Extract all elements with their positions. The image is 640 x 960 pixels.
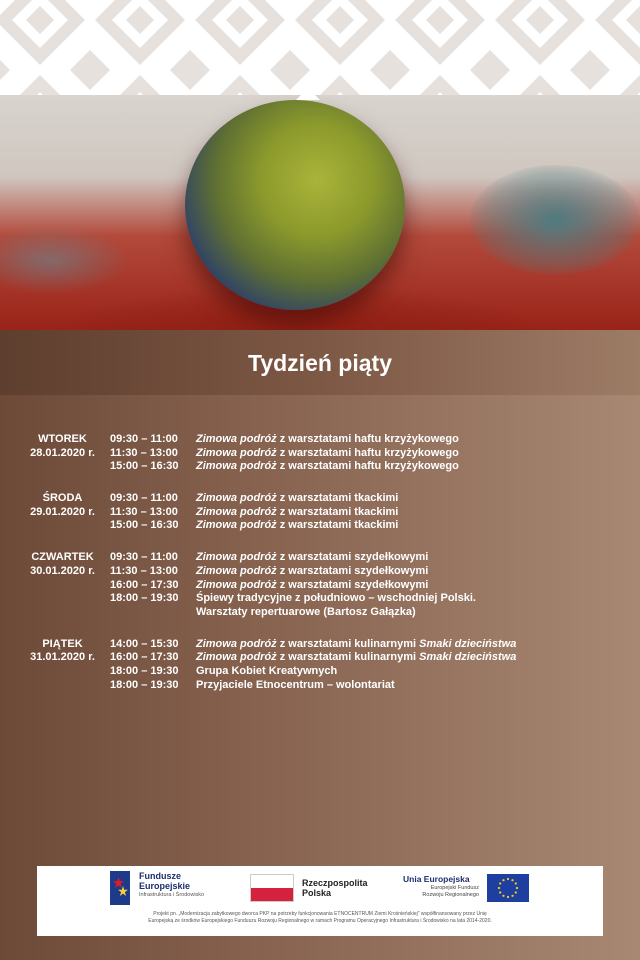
day-date: 30.01.2020 r. [30, 564, 95, 577]
event-description [196, 638, 636, 652]
day-block [0, 492, 640, 533]
event-text: Śpiewy tradycyjne z południowo – wschodniej Polski. [196, 592, 476, 605]
polish-flag-icon [250, 874, 294, 902]
event-description [196, 506, 636, 520]
time-range: 11:30 – 13:00 [110, 564, 178, 577]
day-block [0, 551, 640, 619]
event-text: z warsztatami kulinarnymi [276, 637, 420, 650]
event-title-italic: Zimowa podróż [196, 433, 277, 445]
rp-logo-text [302, 878, 368, 898]
disclaimer-line1: Projekt pn. „Modernizacja zabytkowego dworca PKP na potrzeby funkcjonowania ETNOCENTRUM Ziemi Krośnieńskiej" współfinansowany przez Unię [153, 911, 487, 917]
event-description [196, 679, 636, 693]
schedule-row [0, 679, 640, 693]
eu-star-icon [499, 891, 501, 893]
day-date: 28.01.2020 r. [30, 446, 95, 459]
event-description [196, 565, 636, 579]
eu-star-icon [507, 896, 509, 898]
rp-line2: Polska [302, 888, 332, 898]
day-name: CZWARTEK [31, 551, 94, 564]
event-text: z warsztatami haftu krzyżykowego [276, 460, 459, 473]
ue-title: Unia Europejska [403, 874, 470, 884]
schedule-row [0, 638, 640, 652]
fe-logo-text [139, 871, 190, 891]
eu-star-icon [515, 891, 517, 893]
schedule-row [0, 433, 640, 447]
event-title-italic: Zimowa podróż [196, 578, 277, 591]
event-description [196, 433, 636, 447]
schedule-row [0, 579, 640, 593]
eu-star-icon [502, 895, 504, 897]
eu-star-icon [516, 887, 518, 889]
event-title-italic: Zimowa podróż [196, 460, 277, 473]
day-block [0, 433, 640, 474]
time-range: 15:00 – 16:30 [110, 519, 179, 532]
time-range: 14:00 – 15:30 [110, 637, 179, 650]
event-title-italic: Zimowa podróż [196, 446, 277, 459]
fundusze-europejskie-logo-icon [110, 871, 130, 905]
time-range: 11:30 – 13:00 [110, 446, 178, 459]
page-title: Tydzień piąty [248, 350, 392, 376]
event-text: z warsztatami szydełkowymi [276, 578, 429, 591]
event-subtitle-italic: Smaki dzieciństwa [419, 651, 517, 664]
schedule-row [0, 492, 640, 506]
time-range: 16:00 – 17:30 [110, 578, 179, 591]
title-band [0, 330, 640, 395]
day-name: WTOREK [38, 433, 87, 445]
ue-sub2: Rozwoju Regionalnego [422, 892, 479, 898]
event-description [196, 592, 636, 606]
event-title-italic: Zimowa podróż [196, 637, 277, 650]
ue-subtitle [403, 885, 479, 899]
disclaimer-line2: Europejską ze środków Europejskiego Funduszu Rozwoju Regionalnego w ramach Programu Operacyjnego Infrastruktura i Środowisko na lata 2014-2020. [148, 918, 492, 924]
event-text: z warsztatami tkackimi [276, 519, 399, 532]
schedule-row [0, 606, 640, 620]
photo-background-blob [0, 225, 130, 295]
schedule-row [0, 651, 640, 665]
day-name: PIĄTEK [42, 637, 83, 650]
day-name: ŚRODA [42, 492, 83, 505]
event-title-italic: Zimowa podróż [196, 564, 277, 577]
eu-star-icon [515, 882, 517, 884]
time-range: 16:00 – 17:30 [110, 651, 179, 664]
schedule-row [0, 447, 640, 461]
fe-subtitle: Infrastruktura i Środowisko [139, 892, 205, 898]
event-description [196, 447, 636, 461]
schedule-row [0, 592, 640, 606]
event-description [196, 665, 636, 679]
schedule-row [0, 506, 640, 520]
event-description [196, 651, 636, 665]
fe-line1: Fundusze [139, 871, 181, 881]
fe-line2: Europejskie [139, 881, 191, 891]
felt-ball-photo [0, 95, 640, 330]
eu-flag-icon [487, 874, 529, 902]
funding-disclaimer [57, 911, 583, 925]
pattern-notch [296, 88, 320, 100]
event-description [196, 519, 636, 533]
event-text: z warsztatami kulinarnymi [276, 651, 420, 664]
eu-star-icon [502, 879, 504, 881]
photo-background-teal [470, 165, 640, 275]
event-description [196, 460, 636, 474]
schedule-row [0, 460, 640, 474]
time-range: 09:30 – 11:00 [110, 433, 178, 445]
time-range: 18:00 – 19:30 [110, 678, 179, 691]
eu-star-icon [499, 882, 501, 884]
event-title-italic: Zimowa podróż [196, 519, 277, 532]
event-text: z warsztatami tkackimi [276, 505, 399, 518]
event-description [196, 551, 636, 565]
ue-sub1: Europejski Fundusz [430, 885, 479, 891]
time-range: 09:30 – 11:00 [110, 551, 178, 564]
time-range: 18:00 – 19:30 [110, 592, 179, 605]
event-title-italic: Zimowa podróż [196, 651, 277, 664]
day-block [0, 638, 640, 693]
rp-line1: Rzeczpospolita [302, 878, 368, 888]
event-text: z warsztatami haftu krzyżykowego [276, 446, 459, 459]
time-range: 11:30 – 13:00 [110, 505, 178, 518]
schedule-list [0, 433, 640, 710]
event-title-italic: Zimowa podróż [196, 492, 277, 505]
day-date: 31.01.2020 r. [30, 651, 95, 664]
eu-star-icon [507, 878, 509, 880]
funding-footer [37, 866, 603, 936]
event-title-italic: Zimowa podróż [196, 505, 277, 518]
event-text: z warsztatami tkackimi [276, 492, 399, 505]
day-date: 29.01.2020 r. [30, 505, 95, 518]
time-range: 18:00 – 19:30 [110, 664, 179, 677]
eu-star-icon [511, 879, 513, 881]
felt-ball-image [185, 100, 405, 310]
schedule-row [0, 565, 640, 579]
schedule-row [0, 519, 640, 533]
event-text: z warsztatami szydełkowymi [276, 551, 429, 564]
schedule-row [0, 551, 640, 565]
event-description [196, 579, 636, 593]
event-description [196, 492, 636, 506]
decorative-pattern-header [0, 0, 640, 105]
event-text: z warsztatami haftu krzyżykowego [276, 433, 459, 445]
event-text: Warsztaty repertuarowe (Bartosz Gałązka) [196, 605, 416, 618]
geometric-pattern-graphic [0, 0, 640, 105]
schedule-row [0, 665, 640, 679]
event-subtitle-italic: Smaki dzieciństwa [419, 637, 517, 650]
eu-star-icon [511, 895, 513, 897]
time-range: 15:00 – 16:30 [110, 460, 179, 473]
time-range: 09:30 – 11:00 [110, 492, 178, 505]
event-description [196, 606, 636, 620]
eu-star-icon [498, 887, 500, 889]
event-title-italic: Zimowa podróż [196, 551, 277, 564]
event-text: Przyjaciele Etnocentrum – wolontariat [196, 678, 395, 691]
event-text: z warsztatami szydełkowymi [276, 564, 429, 577]
event-text: Grupa Kobiet Kreatywnych [196, 664, 338, 677]
